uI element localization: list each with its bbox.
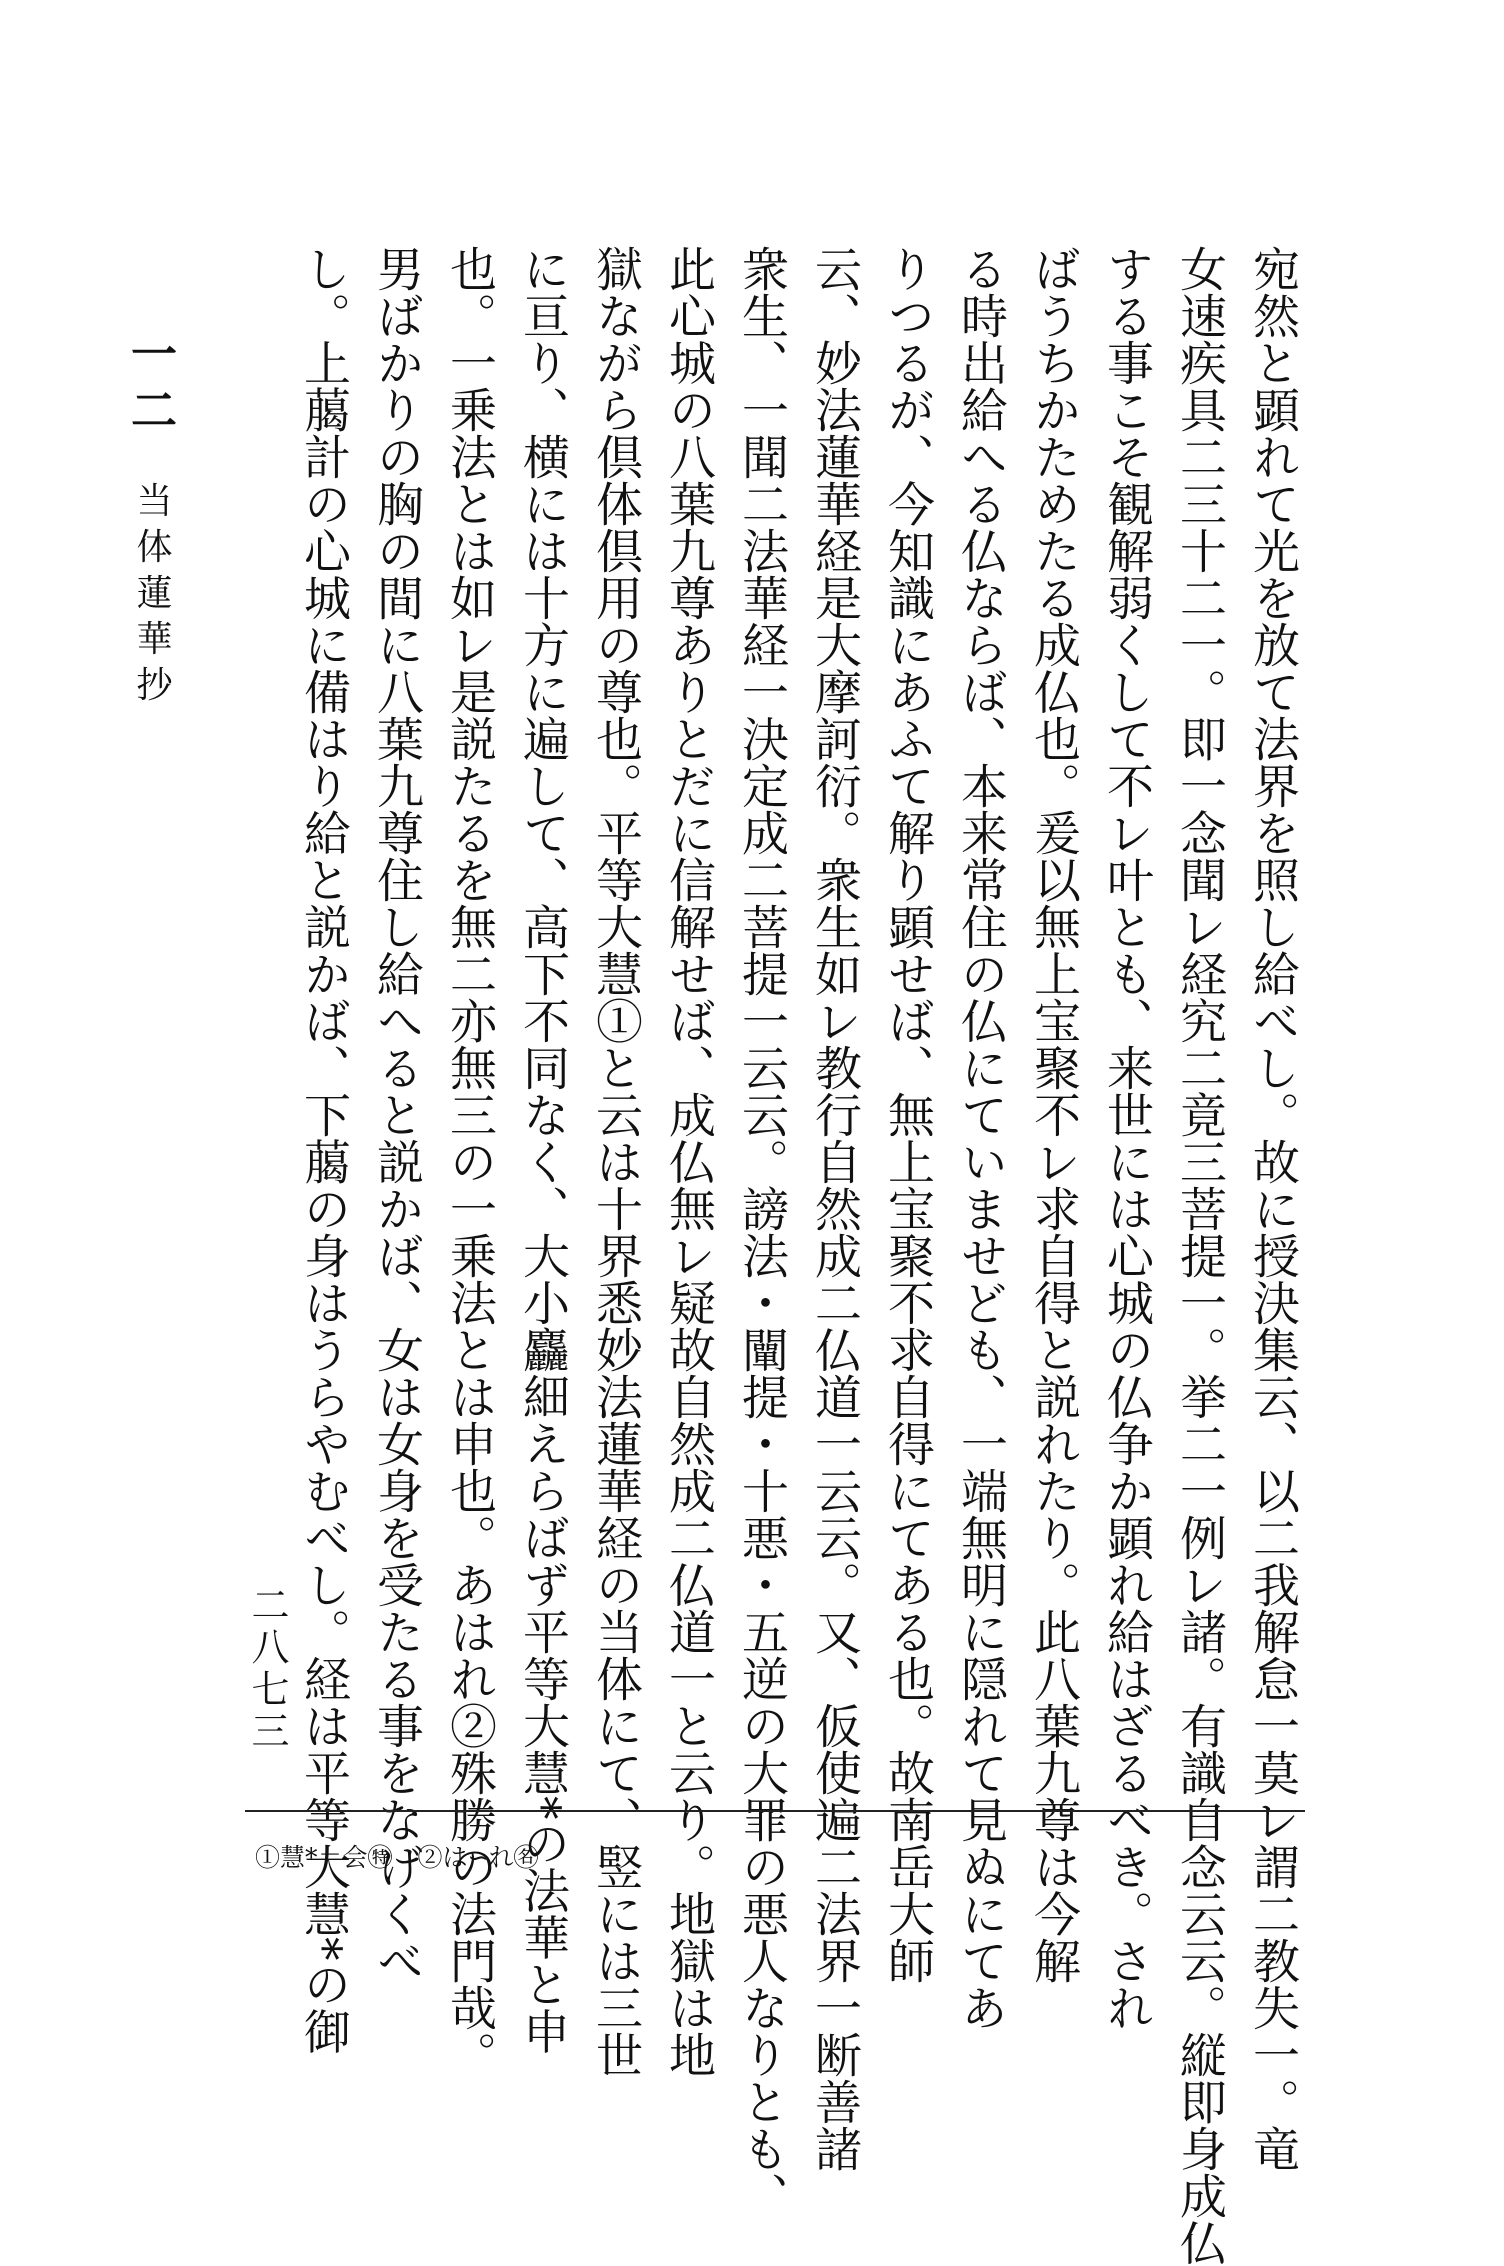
text-line: し。上﨟計の心城に備はり給と説かば、下﨟の身はうらやむべし。経は平等大慧*の御 (296, 245, 351, 2055)
text-line: 男ばかりの胸の間に八葉九尊住し給へると説かば、女は女身を受たる事をなげくべ (369, 245, 424, 1984)
running-head (118, 330, 184, 711)
text-line: 云、妙法蓮華経是大摩訶衍。衆生如レ教行自然成二仏道一云云。又、仮使遍二法界一断善諸 (807, 245, 862, 2172)
text-line: 此心城の八葉九尊ありとだに信解せば、成仏無レ疑故自然成二仏道一と云り。地獄は地 (661, 245, 716, 2078)
text-line: に亘り、横には十方に遍して、高下不同なく、大小麤細えらばず平等大慧*の法華と申 (515, 245, 570, 2055)
text-line: 也。一乗法とは如レ是説たるを無二亦無三の一乗法とは申也。あはれ②殊勝の法門哉。 (442, 245, 497, 2078)
running-title: 当体蓮華抄 (131, 481, 172, 712)
text-line: りつるが、今知識にあふて解り顕せば、無上宝聚不求自得にてある也。故南岳大師 (880, 245, 935, 1984)
footnote: ①慧*＝会㊕ ②は∽れ㊔ (255, 1843, 539, 1872)
text-line: 宛然と顕れて光を放て法界を照し給べし。故に授決集云、以二我解怠一莫レ謂二教失一。竜 (1245, 245, 1300, 2172)
footnote-divider (245, 1810, 1305, 1812)
text-line: る時出給へる仏ならば、本来常住の仏にていませども、一端無明に隠れて見ぬにてあ (953, 245, 1008, 2031)
chapter-number: 一二 (124, 330, 178, 442)
page-number: 二八七三 (245, 1585, 289, 1753)
text-line: 衆生、一聞二法華経一決定成二菩提一云云。謗法・闡提・十悪・五逆の大罪の悪人なりとも、 (734, 245, 789, 2219)
text-line: する事こそ観解弱くして不レ叶とも、来世には心城の仏争か顕れ給はざるべき。され (1099, 245, 1154, 2031)
text-line: 女速疾具二三十二一。即一念聞レ経究二竟三菩提一。挙二一例レ諸。有識自念云云。縦即身成仏 (1172, 245, 1227, 2266)
text-line: 獄ながら倶体倶用の尊也。平等大慧①と云は十界悉妙法蓮華経の当体にて、竪には三世 (588, 245, 643, 2078)
text-line: ばうちかためたる成仏也。爰以無上宝聚不レ求自得と説れたり。此八葉九尊は今解 (1026, 245, 1081, 1984)
